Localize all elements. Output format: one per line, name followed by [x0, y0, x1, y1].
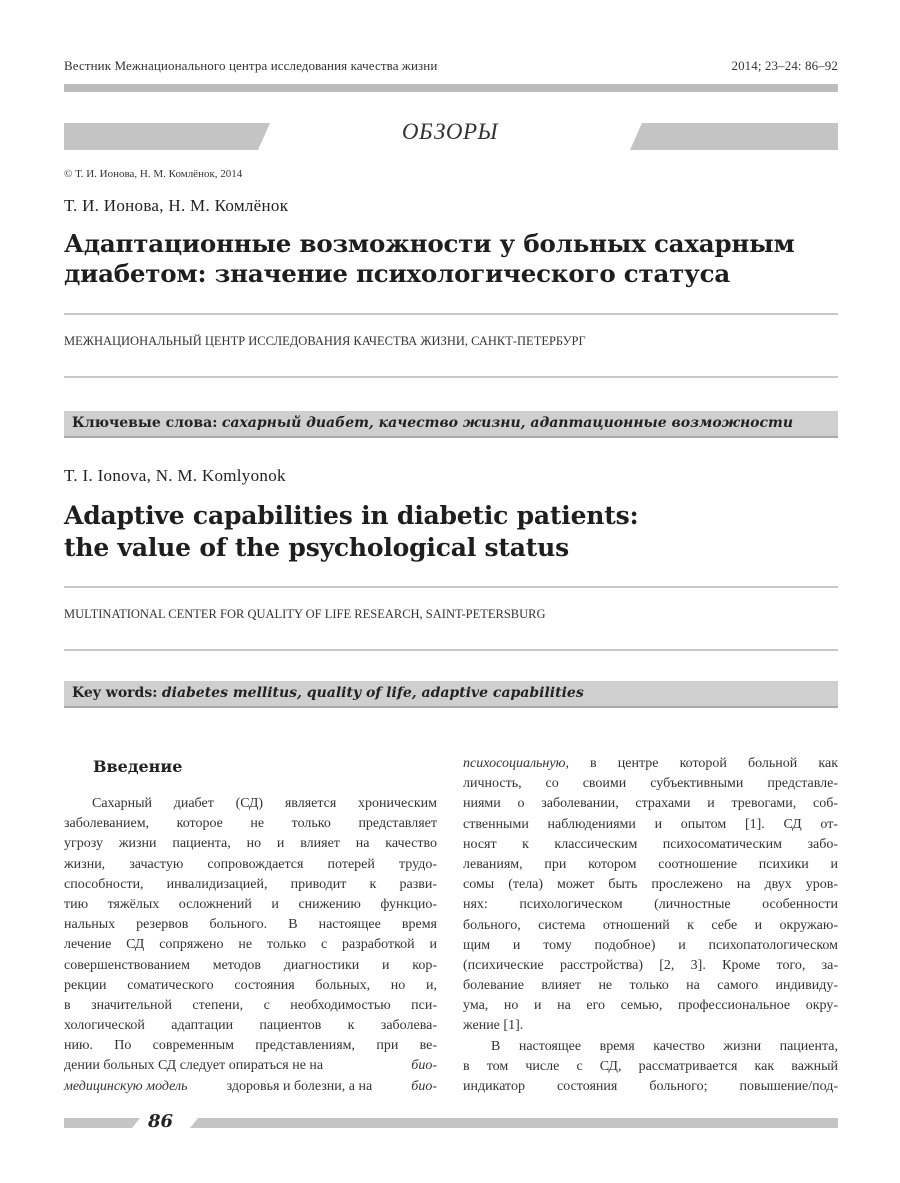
body-line: индикатор состояния больного; повышение/под- — [463, 1079, 838, 1094]
body-line: ума, но и на его семью, профессиональное окру- — [463, 998, 838, 1014]
title-ru-line-1: Адаптационные возможности у больных сахарным — [64, 229, 795, 258]
body-text-fragment: , в центре которой больной как — [565, 756, 838, 771]
body-line — [463, 754, 838, 774]
journal-name: Вестник Межнационального центра исследования качества жизни — [64, 58, 438, 73]
italic-term: био- — [411, 1058, 437, 1074]
body-column-left — [64, 794, 437, 1097]
copyright: © Т. И. Ионова, Н. М. Комлёнок, 2014 — [64, 168, 243, 180]
body-line: нию. По современным представлениям, при ве- — [64, 1038, 437, 1054]
body-text-fragment: здоровья и болезни, а на — [226, 1078, 373, 1094]
body-line: угрозу жизни пациента, но и влияет на качество — [64, 836, 437, 852]
header-rule — [64, 84, 838, 92]
authors-ru: Т. И. Ионова, Н. М. Комлёнок — [64, 196, 289, 215]
body-line: леваниям, при котором соотношение психики и — [463, 856, 838, 872]
italic-term: психосоциальную — [463, 756, 566, 771]
intro-heading: Введение — [93, 757, 183, 776]
body-line: (психические расстройства) [2, 3]. Кроме того, за- — [463, 957, 838, 973]
body-line: заболеванием, которое не только представляет — [64, 816, 437, 832]
body-line: сомы (тела) может быть прослежено на двух уров- — [463, 877, 838, 893]
running-header — [64, 58, 838, 74]
body-line: личность, со своими субъективными представле- — [463, 776, 838, 792]
authors-en: T. I. Ionova, N. M. Komlyonok — [64, 466, 286, 485]
body-line: больного, система отношений к себе и окружаю- — [463, 917, 838, 933]
citation: 2014; 23–24: 86–92 — [731, 58, 838, 73]
body-line: жение [1]. — [463, 1018, 524, 1034]
title-en-line-2: the value of the psychological status — [64, 533, 569, 562]
body-line: болевание влияет не только на самого индивиду- — [463, 978, 838, 994]
body-line: способности, инвалидизацией, приводит к разви- — [64, 876, 437, 892]
body-line: нях: психологическом (личностные особенности — [463, 897, 838, 913]
body-line: Сахарный диабет (СД) является хроническим — [92, 796, 437, 811]
affiliation-en: MULTINATIONAL CENTER FOR QUALITY OF LIFE RESEARCH, SAINT-PETERSBURG — [64, 607, 546, 621]
keywords-en-label: Key words: — [72, 685, 158, 701]
article-title-en — [64, 500, 834, 564]
body-line: ственными наблюдениями и опытом [1]. СД от- — [463, 816, 838, 832]
keywords-en-values: diabetes mellitus, quality of life, adaptive capabilities — [161, 685, 584, 701]
body-line: нальных резервов больного. В настоящее время — [64, 917, 437, 933]
body-line: в том числе с СД, рассматривается как важный — [463, 1058, 838, 1074]
body-line: ниями о заболевании, страхами и тревогами, соб- — [463, 796, 838, 812]
body-line: жизни, зачастую сопровождается потерей трудо- — [64, 856, 437, 872]
body-line: лечение СД сопряжено не только с разработкой и — [64, 937, 437, 953]
keywords-ru-values: сахарный диабет, качество жизни, адаптационные возможности — [221, 415, 794, 431]
italic-term: медицинскую модель — [64, 1078, 188, 1094]
rule-en-bottom — [64, 649, 838, 651]
body-line: в значительной степени, с необходимостью пси- — [64, 997, 437, 1013]
keywords-ru — [64, 411, 838, 438]
section-band-left — [64, 123, 270, 150]
section-band-right — [630, 123, 838, 150]
footer-band-left — [64, 1118, 140, 1128]
keywords-ru-label: Ключевые слова: — [72, 415, 218, 431]
footer-band-right — [190, 1118, 838, 1128]
body-line: совершенствованием методов диагностики и кор- — [64, 957, 437, 973]
body-line: тию тяжёлых осложнений и снижению функцио- — [64, 896, 437, 912]
body-text-fragment: дении больных СД следует опираться не на — [64, 1058, 324, 1074]
rule-en-top — [64, 586, 838, 588]
body-line: рекции соматического состояния больных, но и, — [64, 977, 437, 993]
title-ru-line-2: диабетом: значение психологического статуса — [64, 259, 731, 288]
body-line — [64, 1056, 437, 1076]
title-en-line-1: Adaptive capabilities in diabetic patients: — [64, 501, 639, 530]
italic-term: био- — [411, 1078, 437, 1094]
keywords-en — [64, 681, 838, 708]
body-line — [64, 1077, 437, 1097]
body-line: В настоящее время качество жизни пациента, — [491, 1038, 838, 1054]
article-title-ru — [64, 229, 834, 289]
body-line: хологической адаптации пациентов к заболева- — [64, 1018, 437, 1034]
page-number: 86 — [148, 1111, 174, 1132]
rule-ru-top — [64, 313, 838, 315]
section-title: ОБЗОРЫ — [401, 119, 499, 144]
body-line: носят к классическим психосоматическим забо- — [463, 836, 838, 852]
rule-ru-bottom — [64, 376, 838, 378]
body-line: щим и тому подобное) и психопатологическом — [463, 937, 838, 953]
body-column-right — [463, 754, 838, 1097]
affiliation-ru: МЕЖНАЦИОНАЛЬНЫЙ ЦЕНТР ИССЛЕДОВАНИЯ КАЧЕСТВА ЖИЗНИ, САНКТ-ПЕТЕРБУРГ — [64, 334, 586, 348]
